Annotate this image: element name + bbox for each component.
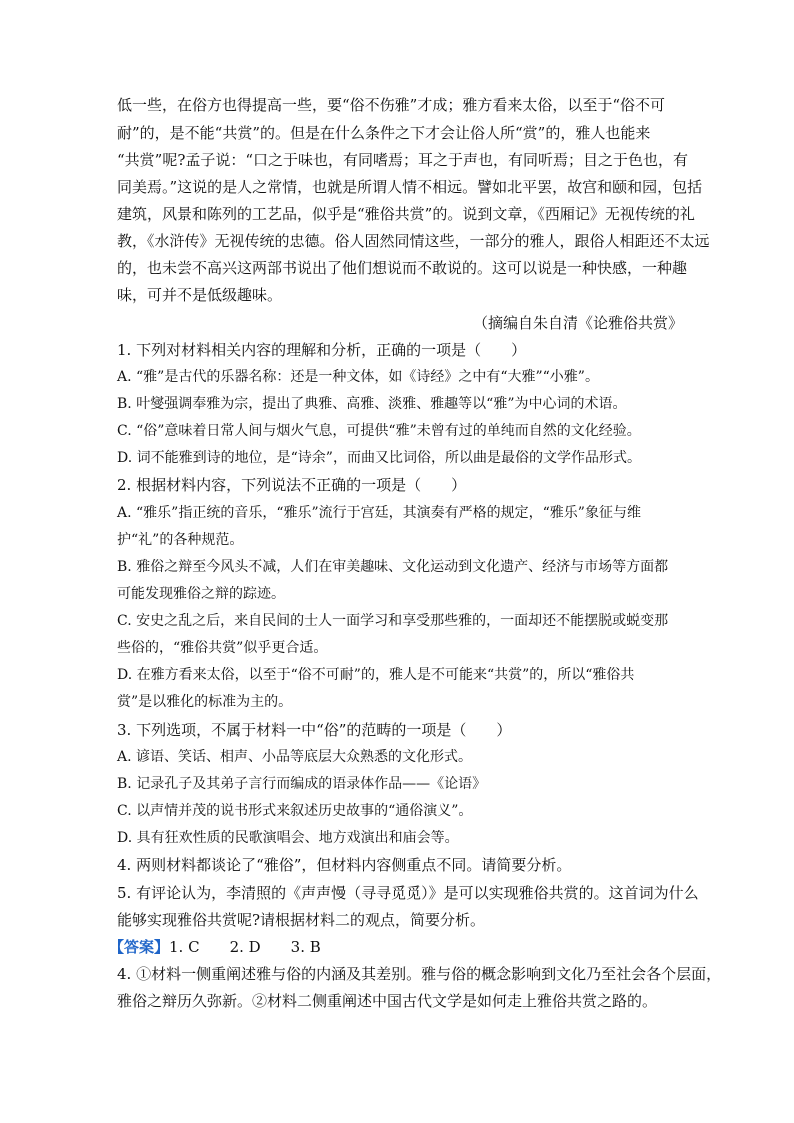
option: D. 具有狂欢性质的民歌演唱会、地方戏演出和庙会等。 xyxy=(117,830,459,846)
passage-line: 的，也未尝不高兴这两部书说出了他们想说而不敢说的。这可以说是一种快感，一种趣 xyxy=(117,259,688,277)
passage-line: “共赏”呢?孟子说：“口之于味也，有同嗜焉；耳之于声也，有同听焉；目之于色也，有 xyxy=(117,151,689,169)
option: B. 叶燮强调奉雅为宗，提出了典雅、高雅、淡雅、雅趣等以“雅”为中心词的术语。 xyxy=(117,396,627,412)
answer-line xyxy=(109,936,321,958)
option-continued: 些俗的，“雅俗共赏”似乎更合适。 xyxy=(117,640,328,656)
passage-line: 味，可并不是低级趣味。 xyxy=(117,286,283,304)
passage-line: 同美焉。”这说的是人之常情，也就是所谓人情不相远。譬如北平罢，故宫和颐和园，包括 xyxy=(117,178,703,196)
question-4: 4. 两则材料都谈论了“雅俗”，但材料内容侧重点不同。请简要分析。 xyxy=(117,856,572,874)
question-stem-continued: 能够实现雅俗共赏呢?请根据材料二的观点，简要分析。 xyxy=(117,911,486,929)
option: B. 雅俗之辩至今风头不减，人们在审美趣味、文化运动到文化遗产、经济与市场等方面都 xyxy=(117,559,669,575)
question-stem: 1. 下列对材料相关内容的理解和分析，正确的一项是（ ） xyxy=(117,341,527,359)
source-citation: （摘编自朱自清《论雅俗共赏》 xyxy=(473,314,684,332)
answer-q4-continued: 雅俗之辩历久弥新。②材料二侧重阐述中国古代文学是如何走上雅俗共赏之路的。 xyxy=(117,992,658,1010)
option: C. 安史之乱之后，来自民间的士人一面学习和享受那些雅的，一面却还不能摆脱或蜕变那 xyxy=(117,613,669,629)
passage-line: 教，《水浒传》无视传统的忠德。俗人固然同情这些，一部分的雅人，跟俗人相距还不太远 xyxy=(117,232,710,250)
option: D. 在雅方看来太俗，以至于“俗不可耐”的，雅人是不可能来“共赏”的，所以“雅俗共 xyxy=(117,667,635,683)
option-continued: 赏”是以雅化的标准为主的。 xyxy=(117,694,293,710)
question-stem: 2. 根据材料内容，下列说法不正确的一项是（ ） xyxy=(117,476,467,494)
option: C. 以声情并茂的说书形式来叙述历史故事的“通俗演义”。 xyxy=(117,803,473,819)
question-stem: 5. 有评论认为，李清照的《声声慢（寻寻觅觅）》是可以实现雅俗共赏的。这首词为什么 xyxy=(117,884,699,902)
option-continued: 可能发现雅俗之辩的踪迹。 xyxy=(117,586,285,602)
option: D. 词不能雅到诗的地位，是“诗余”，而曲又比词俗，所以曲是最俗的文学作品形式。 xyxy=(117,450,641,466)
passage-line: 耐”的，是不能“共赏”的。但是在什么条件之下才会让俗人所“赏”的，雅人也能来 xyxy=(117,124,651,142)
answer-tag: 【答案】 xyxy=(109,938,170,956)
option: B. 记录孔子及其弟子言行而编成的语录体作品——《论语》 xyxy=(117,776,487,792)
passage-line: 建筑，风景和陈列的工艺品，似乎是“雅俗共赏”的。说到文章，《西厢记》无视传统的礼 xyxy=(117,205,695,223)
answer-choices: 1. C 2. D 3. B xyxy=(169,938,321,956)
answer-q4: 4. ①材料一侧重阐述雅与俗的内涵及其差别。雅与俗的概念影响到文化乃至社会各个层面， xyxy=(117,965,722,983)
passage-line: 低一些，在俗方也得提高一些，要“俗不伤雅”才成；雅方看来太俗，以至于“俗不可 xyxy=(117,96,666,114)
option: A. “雅”是古代的乐器名称：还是一种文体，如《诗经》之中有“大雅”“小雅”。 xyxy=(117,369,599,385)
option: C. “俗”意味着日常人间与烟火气息，可提供“雅”未曾有过的单纯而自然的文化经验。 xyxy=(117,423,641,439)
question-stem: 3. 下列选项，不属于材料一中“俗”的范畴的一项是（ ） xyxy=(117,721,512,739)
option: A. “雅乐”指正统的音乐，“雅乐”流行于宫廷，其演奏有严格的规定，“雅乐”象征与维 xyxy=(117,505,641,521)
option-continued: 护“礼”的各种规范。 xyxy=(117,532,244,548)
option: A. 谚语、笑话、相声、小品等底层大众熟悉的文化形式。 xyxy=(117,749,473,765)
